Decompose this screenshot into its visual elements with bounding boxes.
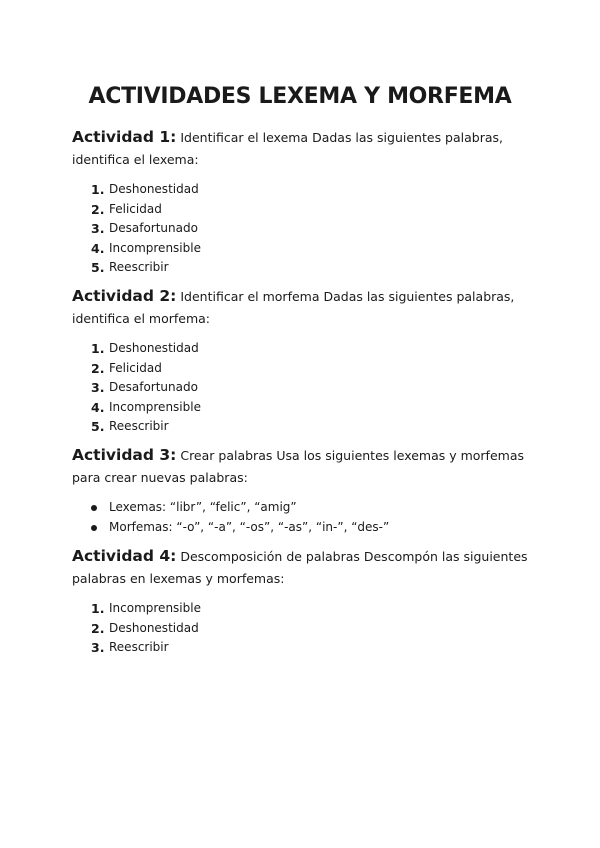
list-item-text: Incomprensible	[109, 601, 201, 615]
word-list	[72, 339, 532, 437]
list-item-text: Felicidad	[109, 360, 162, 375]
list-item-text: Incomprensible	[109, 399, 201, 414]
list-number: 1.	[91, 341, 105, 356]
bullet-icon	[91, 525, 97, 531]
list-item	[72, 619, 532, 639]
list-number: 2.	[91, 360, 105, 376]
list-item	[72, 599, 532, 619]
list-item	[72, 200, 532, 220]
list-number: 5.	[91, 419, 105, 434]
list-number: 2.	[91, 201, 105, 217]
list-number: 1.	[91, 182, 105, 197]
activity-label: Actividad 4:	[72, 547, 177, 565]
list-item	[72, 398, 532, 418]
list-item-text: Deshonestidad	[109, 620, 199, 635]
list-item	[72, 339, 532, 359]
activity-heading	[72, 285, 532, 330]
activity-instructions: Descomposición de palabras Descompón las siguientes palabras en lexemas y morfemas:	[72, 549, 528, 586]
list-item-text: Lexemas: “libr”, “felic”, “amig”	[109, 500, 297, 514]
activity-heading	[72, 545, 532, 590]
list-item	[72, 359, 532, 379]
list-number: 3.	[91, 380, 105, 395]
word-list	[72, 599, 532, 658]
list-item	[72, 498, 532, 518]
list-item	[72, 239, 532, 259]
activity-label: Actividad 2:	[72, 287, 177, 305]
activity-instructions: Identificar el morfema Dadas las siguientes palabras, identifica el morfema:	[72, 289, 515, 326]
activity-2	[72, 285, 532, 437]
list-item	[72, 219, 532, 239]
list-item	[72, 518, 532, 538]
list-item-text: Desafortunado	[109, 221, 198, 235]
activity-3	[72, 444, 532, 537]
activity-4	[72, 545, 532, 658]
list-number: 3.	[91, 221, 105, 236]
list-item	[72, 180, 532, 200]
list-item-text: Deshonestidad	[109, 182, 199, 196]
list-item-text: Reescribir	[109, 260, 169, 274]
list-item-text: Deshonestidad	[109, 341, 199, 355]
list-item-text: Reescribir	[109, 419, 169, 433]
list-item-text: Incomprensible	[109, 240, 201, 255]
activity-label: Actividad 3:	[72, 446, 177, 464]
list-item-text: Reescribir	[109, 640, 169, 654]
list-number: 1.	[91, 601, 105, 616]
activity-instructions: Identificar el lexema Dadas las siguientes palabras, identifica el lexema:	[72, 130, 503, 167]
activity-heading	[72, 444, 532, 489]
page-title: ACTIVIDADES LEXEMA Y MORFEMA	[88, 84, 512, 109]
bullet-icon	[91, 505, 97, 511]
list-item	[72, 378, 532, 398]
list-number: 4.	[91, 240, 105, 256]
list-item-text: Desafortunado	[109, 380, 198, 394]
list-item	[72, 638, 532, 658]
bullet-list	[72, 498, 532, 537]
activity-label: Actividad 1:	[72, 128, 177, 146]
list-number: 3.	[91, 640, 105, 655]
list-number: 2.	[91, 620, 105, 636]
list-number: 5.	[91, 260, 105, 275]
word-list	[72, 180, 532, 278]
list-item-text: Felicidad	[109, 201, 162, 216]
activity-1	[72, 126, 532, 278]
list-item	[72, 417, 532, 437]
list-item	[72, 258, 532, 278]
list-item-text: Morfemas: “-o”, “-a”, “-os”, “-as”, “in-”, “des-”	[109, 519, 390, 534]
activity-instructions: Crear palabras Usa los siguientes lexemas y morfemas para crear nuevas palabras:	[72, 448, 524, 485]
list-number: 4.	[91, 399, 105, 415]
activity-heading	[72, 126, 532, 171]
